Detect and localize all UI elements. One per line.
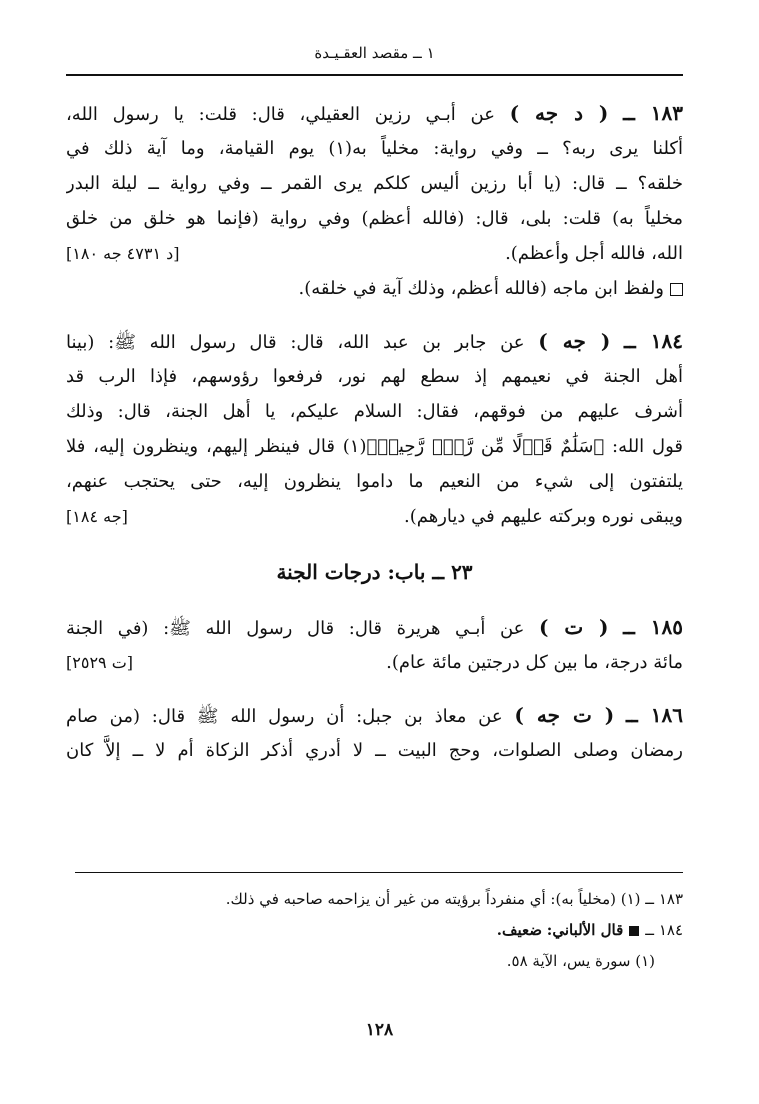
page-number: ١٢٨ — [365, 1020, 394, 1040]
hadith-185 — [66, 610, 683, 680]
footnote-prefix: ١٨٤ ــ — [645, 921, 683, 939]
hadith-number: ١٨٤ ــ — [624, 329, 683, 353]
hadith-text-line: عن جابر بن عبد الله، قال: قال رسول الله ﷺ: (بينا — [66, 332, 525, 353]
hadith-text-line: مائة درجة، ما بين كل درجتين مائة عام). — [386, 652, 683, 673]
page-body — [66, 96, 683, 768]
hadith-text-line: أكلنا يرى ربه؟ ــ وفي رواية: مخلياً به(١) يوم القيامة، وما آية ذلك في — [66, 138, 683, 159]
footnote-rule — [75, 872, 683, 873]
footnotes — [66, 884, 683, 977]
hadith-number: ١٨٦ ــ — [626, 703, 683, 727]
hadith-text-line: الله، فالله أجل وأعظم). — [505, 243, 683, 264]
hadith-sources: ( ت جه ) — [514, 703, 615, 727]
hadith-183 — [66, 96, 683, 306]
filled-square-icon — [629, 926, 639, 936]
hadith-186 — [66, 698, 683, 768]
hadith-text-line: يلتفتون إلى شيء من النعيم ما داموا ينظرون إليه، حتى يحتجب عنهم، — [66, 471, 683, 492]
hadith-text-line: ويبقى نوره وبركته عليهم في ديارهم). — [404, 506, 683, 527]
hadith-sources: ( ت ) — [539, 615, 609, 639]
hadith-text-line: عن أبـي هريرة قال: قال رسول الله ﷺ: (في الجنة — [66, 618, 525, 639]
hadith-text-line: رمضان وصلى الصلوات، وحج البيت ــ لا أدري أذكر الزكاة أم لا ــ إلاَّ كان — [66, 740, 683, 761]
header-rule — [66, 74, 683, 76]
chapter-title: ٢٣ ــ باب: درجات الجنة — [276, 560, 473, 584]
hadith-reference: [د ٤٧٣١ جه ١٨٠] — [66, 244, 180, 263]
footnote-grade: ضعيف. — [496, 921, 543, 939]
footnote: ١٨٣ ــ (١) (مخلياً به): أي منفرداً برؤيته من غير أن يزاحمه صاحبه في ذلك. — [225, 890, 683, 908]
running-title: ١ ــ مقصد العقـيـدة — [314, 44, 435, 62]
hadith-sources: ( جه ) — [538, 329, 611, 353]
hadith-text-line: أهل الجنة في نعيمهم إذ سطع لهم نور، فرفعوا رؤوسهم، فإذا الرب قد — [66, 366, 683, 387]
footnote-label: قال الألباني: — [546, 921, 624, 939]
hadith-number: ١٨٥ ــ — [623, 615, 683, 639]
square-bullet-icon — [670, 283, 683, 296]
hadith-text-line: قول الله: ﴿سَلَٰمٌ قَوۡلًا مِّن رَّبّٖ رَّحِيمٖ﴾(١) قال فينظر إليهم، وينظرون إليه، فلا — [66, 436, 683, 457]
hadith-184 — [66, 324, 683, 534]
hadith-sources: ( د جه ) — [509, 101, 609, 125]
hadith-note: ولفظ ابن ماجه (فالله أعظم، وذلك آية في خلقه). — [298, 278, 664, 299]
hadith-text-line: أشرف عليهم من فوقهم، فقال: السلام عليكم، يا أهل الجنة، قال: وذلك — [66, 401, 683, 422]
hadith-reference: [ت ٢٥٢٩] — [66, 653, 134, 672]
hadith-text-line: عن أبـي رزين العقيلي، قال: قلت: يا رسول الله، — [66, 104, 495, 125]
hadith-reference: [جه ١٨٤] — [66, 507, 128, 526]
hadith-number: ١٨٣ ــ — [623, 101, 683, 125]
hadith-text-line: خلقه؟ ــ قال: (يا أبا رزين أليس كلكم يرى القمر ــ وفي رواية ــ ليلة البدر — [66, 173, 683, 194]
hadith-text-line: مخلياً به) قلت: بلى، قال: (فالله أعظم) وفي رواية (فإنما هو خلق من خلق — [66, 208, 683, 229]
footnote: (١) سورة يس، الآية ٥٨. — [506, 952, 655, 970]
footnote — [66, 915, 683, 946]
hadith-text-line: عن معاذ بن جبل: أن رسول الله ﷺ قال: (من صام — [66, 706, 503, 727]
